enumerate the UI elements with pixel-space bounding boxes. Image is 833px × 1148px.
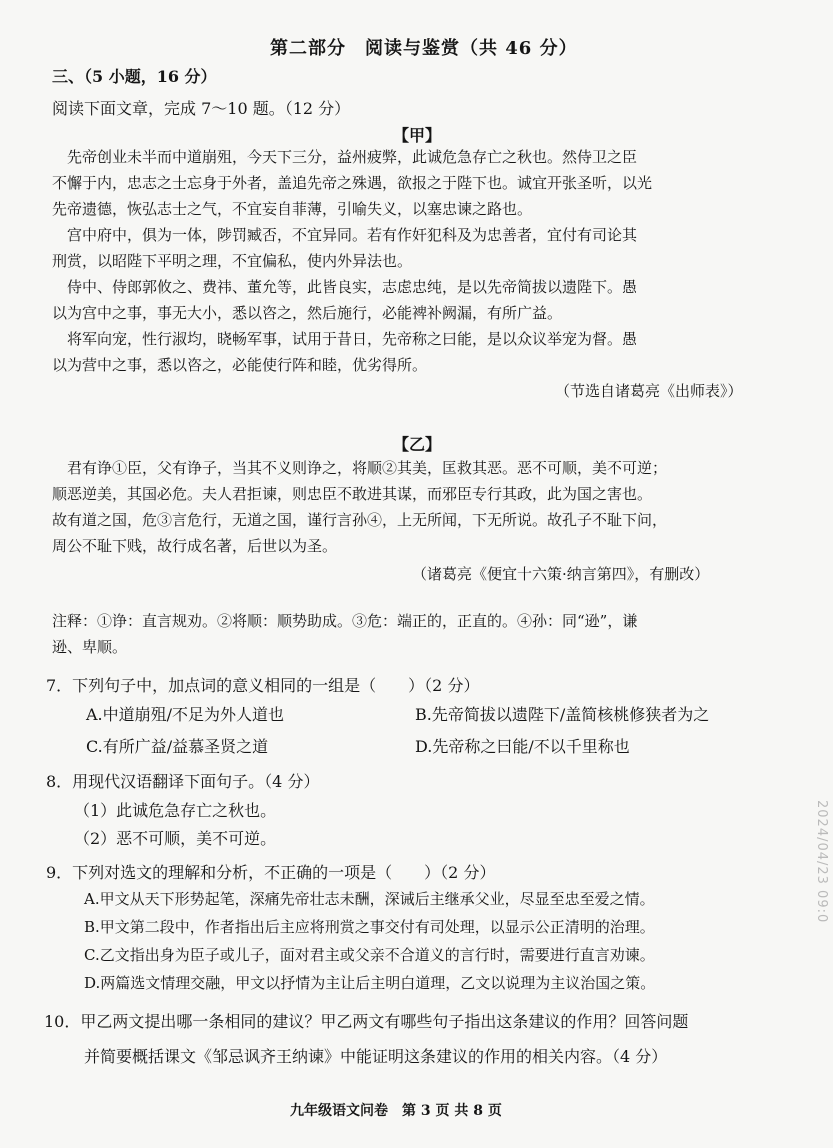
question-7-option-d: D.先帝称之曰能/不以千里称也 [415, 737, 630, 756]
annotation-line: 注释：①诤：直言规劝。②将顺：顺势助成。③危：端正的，正直的。④孙：同“逊”，谦 [52, 612, 638, 630]
passage-yi-line: 故有道之国，危③言危行，无道之国，谨行言孙④，上无所闻，下无所说。故孔子不耻下问， [52, 511, 668, 529]
passage-yi-label: 【乙】 [393, 435, 442, 454]
passage-jia-label: 【甲】 [393, 126, 442, 145]
passage-yi-source: （诸葛亮《便宜十六策·纳言第四》，有删改） [412, 565, 710, 583]
question-9-option-c: C.乙文指出身为臣子或儿子，面对君主或父亲不合道义的言行时，需要进行直言劝谏。 [84, 946, 655, 964]
page-footer: 九年级语文问卷 第 3 页 共 8 页 [290, 1103, 502, 1119]
passage-jia-line: 将军向宠，性行淑均，晓畅军事，试用于昔日，先帝称之曰能，是以众议举宠为督。愚 [52, 330, 638, 348]
question-8-stem: 8．用现代汉语翻译下面句子。（4 分） [46, 772, 320, 791]
reading-instructions: 阅读下面文章，完成 7～10 题。（12 分） [52, 99, 351, 118]
question-7-option-a: A.中道崩殂/不足为外人道也 [86, 705, 285, 724]
passage-yi-line: 周公不耻下贱，故行成名著，后世以为圣。 [52, 537, 338, 555]
question-7-option-b: B.先帝简拔以遗陛下/盖简核桃修狭者为之 [415, 705, 710, 724]
passage-jia-line: 先帝遗德，恢弘志士之气，不宜妄自菲薄，引喻失义，以塞忠谏之路也。 [52, 200, 533, 218]
passage-jia-source: （节选自诸葛亮《出师表》） [555, 382, 743, 400]
question-7-stem: 7．下列句子中，加点词的意义相同的一组是（ ）（2 分） [46, 676, 480, 695]
annotation-line: 逊、卑顺。 [52, 638, 128, 656]
question-8-sentence-1: （1）此诚危急存亡之秋也。 [74, 801, 277, 820]
question-9-option-a: A.甲文从天下形势起笔，深痛先帝壮志未酬，深诫后主继承父业，尽显至忠至爱之情。 [84, 890, 655, 908]
timestamp-watermark: 2024/04/23 09:0 [814, 800, 829, 924]
question-9-stem: 9．下列对选文的理解和分析，不正确的一项是（ ）（2 分） [46, 863, 496, 882]
passage-jia-line: 先帝创业未半而中道崩殂，今天下三分，益州疲弊，此诚危急存亡之秋也。然侍卫之臣 [52, 148, 638, 166]
passage-yi-line: 君有诤①臣，父有诤子，当其不义则诤之，将顺②其美，匡救其恶。恶不可顺，美不可逆； [52, 459, 668, 477]
question-8-sentence-2: （2）恶不可顺，美不可逆。 [74, 829, 277, 848]
passage-jia-line: 不懈于内，忠志之士忘身于外者，盖追先帝之殊遇，欲报之于陛下也。诚宜开张圣听，以光 [52, 174, 653, 192]
passage-jia-line: 以为宫中之事，事无大小，悉以咨之，然后施行，必能裨补阙漏，有所广益。 [52, 304, 563, 322]
passage-jia-line: 宫中府中，俱为一体，陟罚臧否，不宜异同。若有作奸犯科及为忠善者，宜付有司论其 [52, 226, 638, 244]
part-heading: 三、（5 小题，16 分） [52, 67, 217, 86]
question-10-line: 并简要概括课文《邹忌讽齐王纳谏》中能证明这条建议的作用的相关内容。（4 分） [84, 1047, 668, 1066]
passage-jia-line: 刑赏，以昭陛下平明之理，不宜偏私，使内外异法也。 [52, 252, 413, 270]
question-10-line: 10．甲乙两文提出哪一条相同的建议？甲乙两文有哪些句子指出这条建议的作用？回答问题 [44, 1012, 689, 1031]
passage-yi-line: 顺恶逆美，其国必危。夫人君拒谏，则忠臣不敢进其谋，而邪臣专行其政，此为国之害也。 [52, 485, 653, 503]
question-7-option-c: C.有所广益/益慕圣贤之道 [86, 737, 269, 756]
question-9-option-b: B.甲文第二段中，作者指出后主应将刑赏之事交付有司处理，以显示公正清明的治理。 [84, 918, 655, 936]
question-9-option-d: D.两篇选文情理交融，甲文以抒情为主让后主明白道理，乙文以说理为主议治国之策。 [84, 974, 656, 992]
section-title: 第二部分 阅读与鉴赏（共 46 分） [270, 38, 578, 59]
passage-jia-line: 侍中、侍郎郭攸之、费祎、董允等，此皆良实，志虑忠纯，是以先帝简拔以遗陛下。愚 [52, 278, 638, 296]
passage-jia-line: 以为营中之事，悉以咨之，必能使行阵和睦，优劣得所。 [52, 356, 428, 374]
